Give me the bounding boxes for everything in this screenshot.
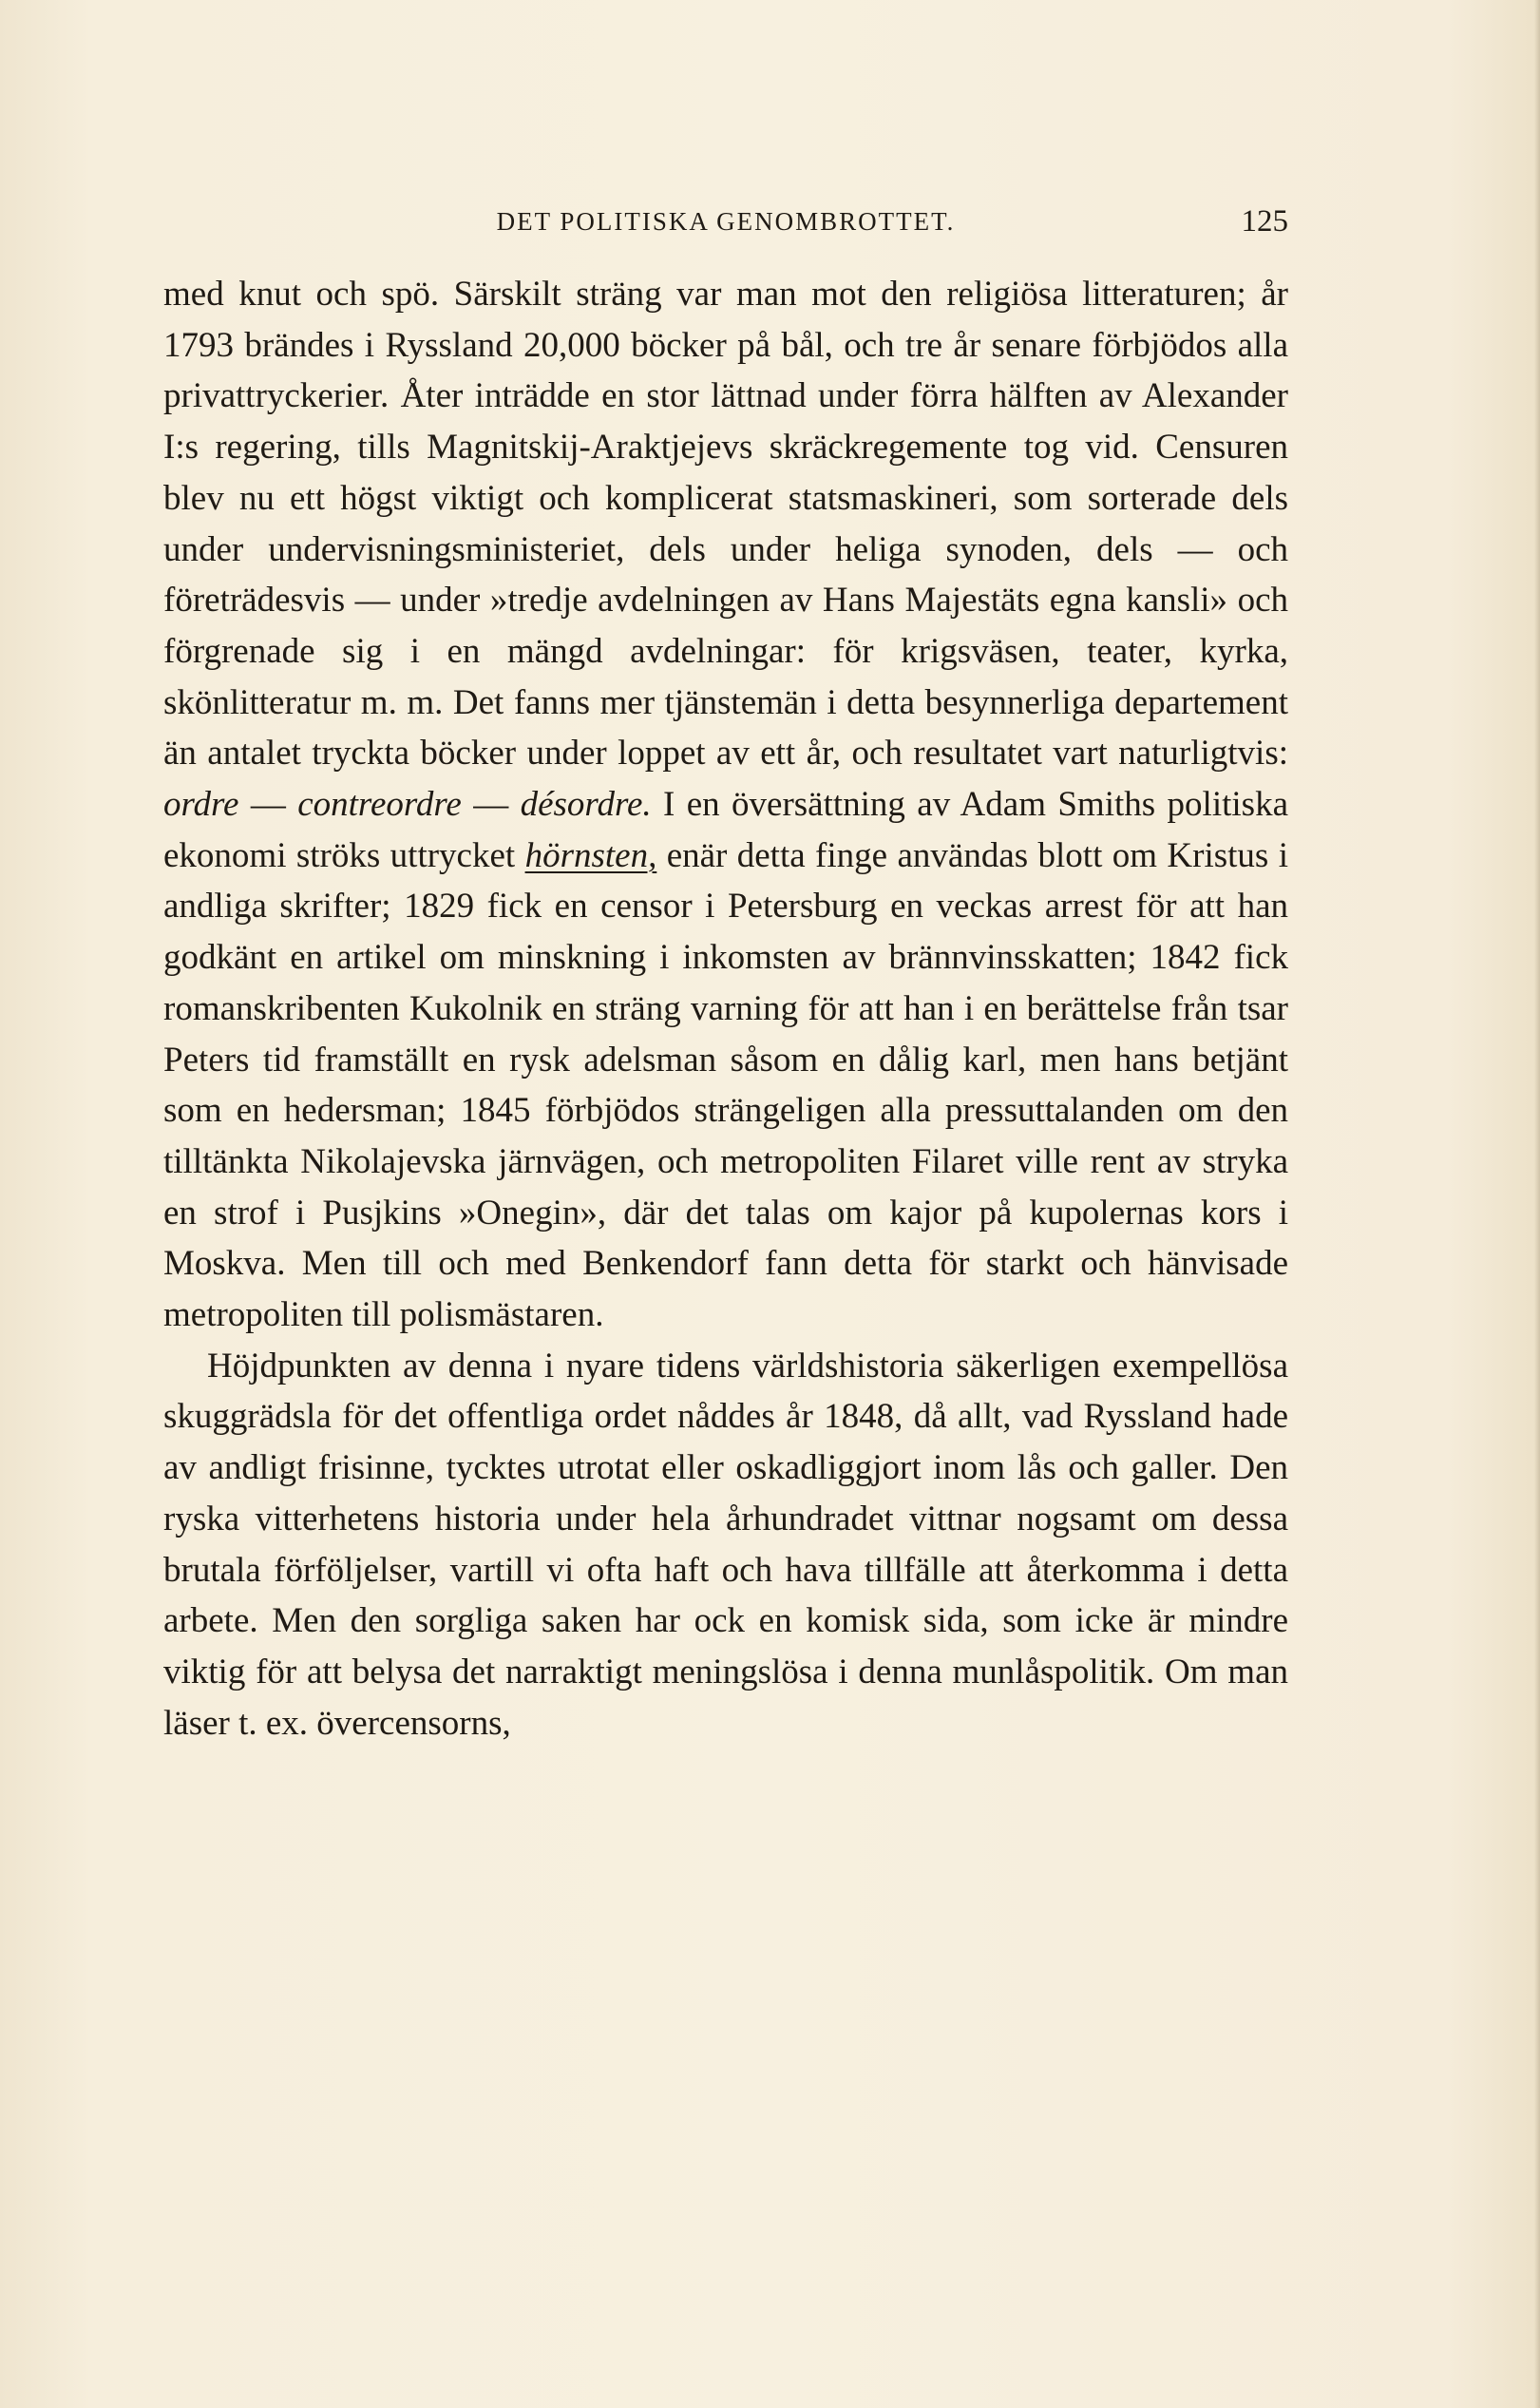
running-title: DET POLITISKA GENOMBROTTET. <box>496 207 956 236</box>
dash-2: — <box>461 785 521 825</box>
page-edge-shadow <box>1534 0 1540 2408</box>
italic-contreordre: contreordre <box>297 785 462 825</box>
dash-1: — <box>238 785 298 825</box>
paragraph-1-part-3: enär detta finge användas blott om Kristus i andliga skrifter; 1829 fick en censor i Petersburg en veckas arrest för att han godkänt en artikel om minskning i inkomsten av brännvinsskatten; 1842 fick romanskribenten Kukolnik en sträng varning för att han i en berättelse från tsar Peters tid framställt en rysk adelsman såsom en dålig karl, men hans betjänt som en hedersman; 1845 förbjödos strängeligen alla pressuttalanden om den tilltänkta Nikolajevska järnvägen, och metropoliten Filaret ville rent av stryka en strof i Pusjkins »Onegin», där det talas om kajor på kupolernas kors i Moskva. Men till och med Benkendorf fann detta för starkt och hänvisade metropoliten till polismästaren. <box>163 835 1288 1335</box>
body-text <box>163 269 1288 1749</box>
page-header <box>163 198 1288 245</box>
paragraph-1-part-2: I en översättning av Adam Smiths politiska ekonomi ströks uttrycket <box>163 785 1288 875</box>
paragraph-1 <box>163 269 1288 1341</box>
italic-hornsten: hörnsten, <box>524 835 657 875</box>
italic-desordre: désordre. <box>520 785 652 825</box>
page-number: 125 <box>1241 204 1288 239</box>
paragraph-1-part-1: med knut och spö. Särskilt sträng var man mot den religiösa litteraturen; år 1793 brändes i Ryssland 20,000 böcker på bål, och tre år senare förbjödos alla privattryckerier. Åter inträdde en stor lättnad under förra hälften av Alexander I:s regering, tills Magnitskij-Araktjejevs skräckregemente tog vid. Censuren blev nu ett högst viktigt och komplicerat statsmaskineri, som sorterade dels under undervisningsministeriet, dels under heliga synoden, dels — och företrädesvis — under »tredje avdelningen av Hans Majestäts egna kansli» och förgrenade sig i en mängd avdelningar: för krigsväsen, teater, kyrka, skönlitteratur m. m. Det fanns mer tjänstemän i detta besynnerliga departement än antalet tryckta böcker under loppet av ett år, och resultatet vart naturligtvis: <box>163 275 1288 774</box>
paragraph-2: Höjdpunkten av denna i nyare tidens världshistoria säkerligen exempellösa skuggrädsla för det offentliga ordet nåddes år 1848, då allt, vad Ryssland hade av andligt frisinne, tycktes utrotat eller oskadliggjort inom lås och galler. Den ryska vitterhetens historia under hela århundradet vittnar nogsamt om dessa brutala förföljelser, vartill vi ofta haft och hava tillfälle att återkomma i detta arbete. Men den sorgliga saken har ock en komisk sida, som icke är mindre viktig för att belysa det narraktigt meningslösa i denna munlåspolitik. Om man läser t. ex. övercensorns, <box>163 1346 1288 1743</box>
italic-ordre: ordre <box>163 785 239 825</box>
